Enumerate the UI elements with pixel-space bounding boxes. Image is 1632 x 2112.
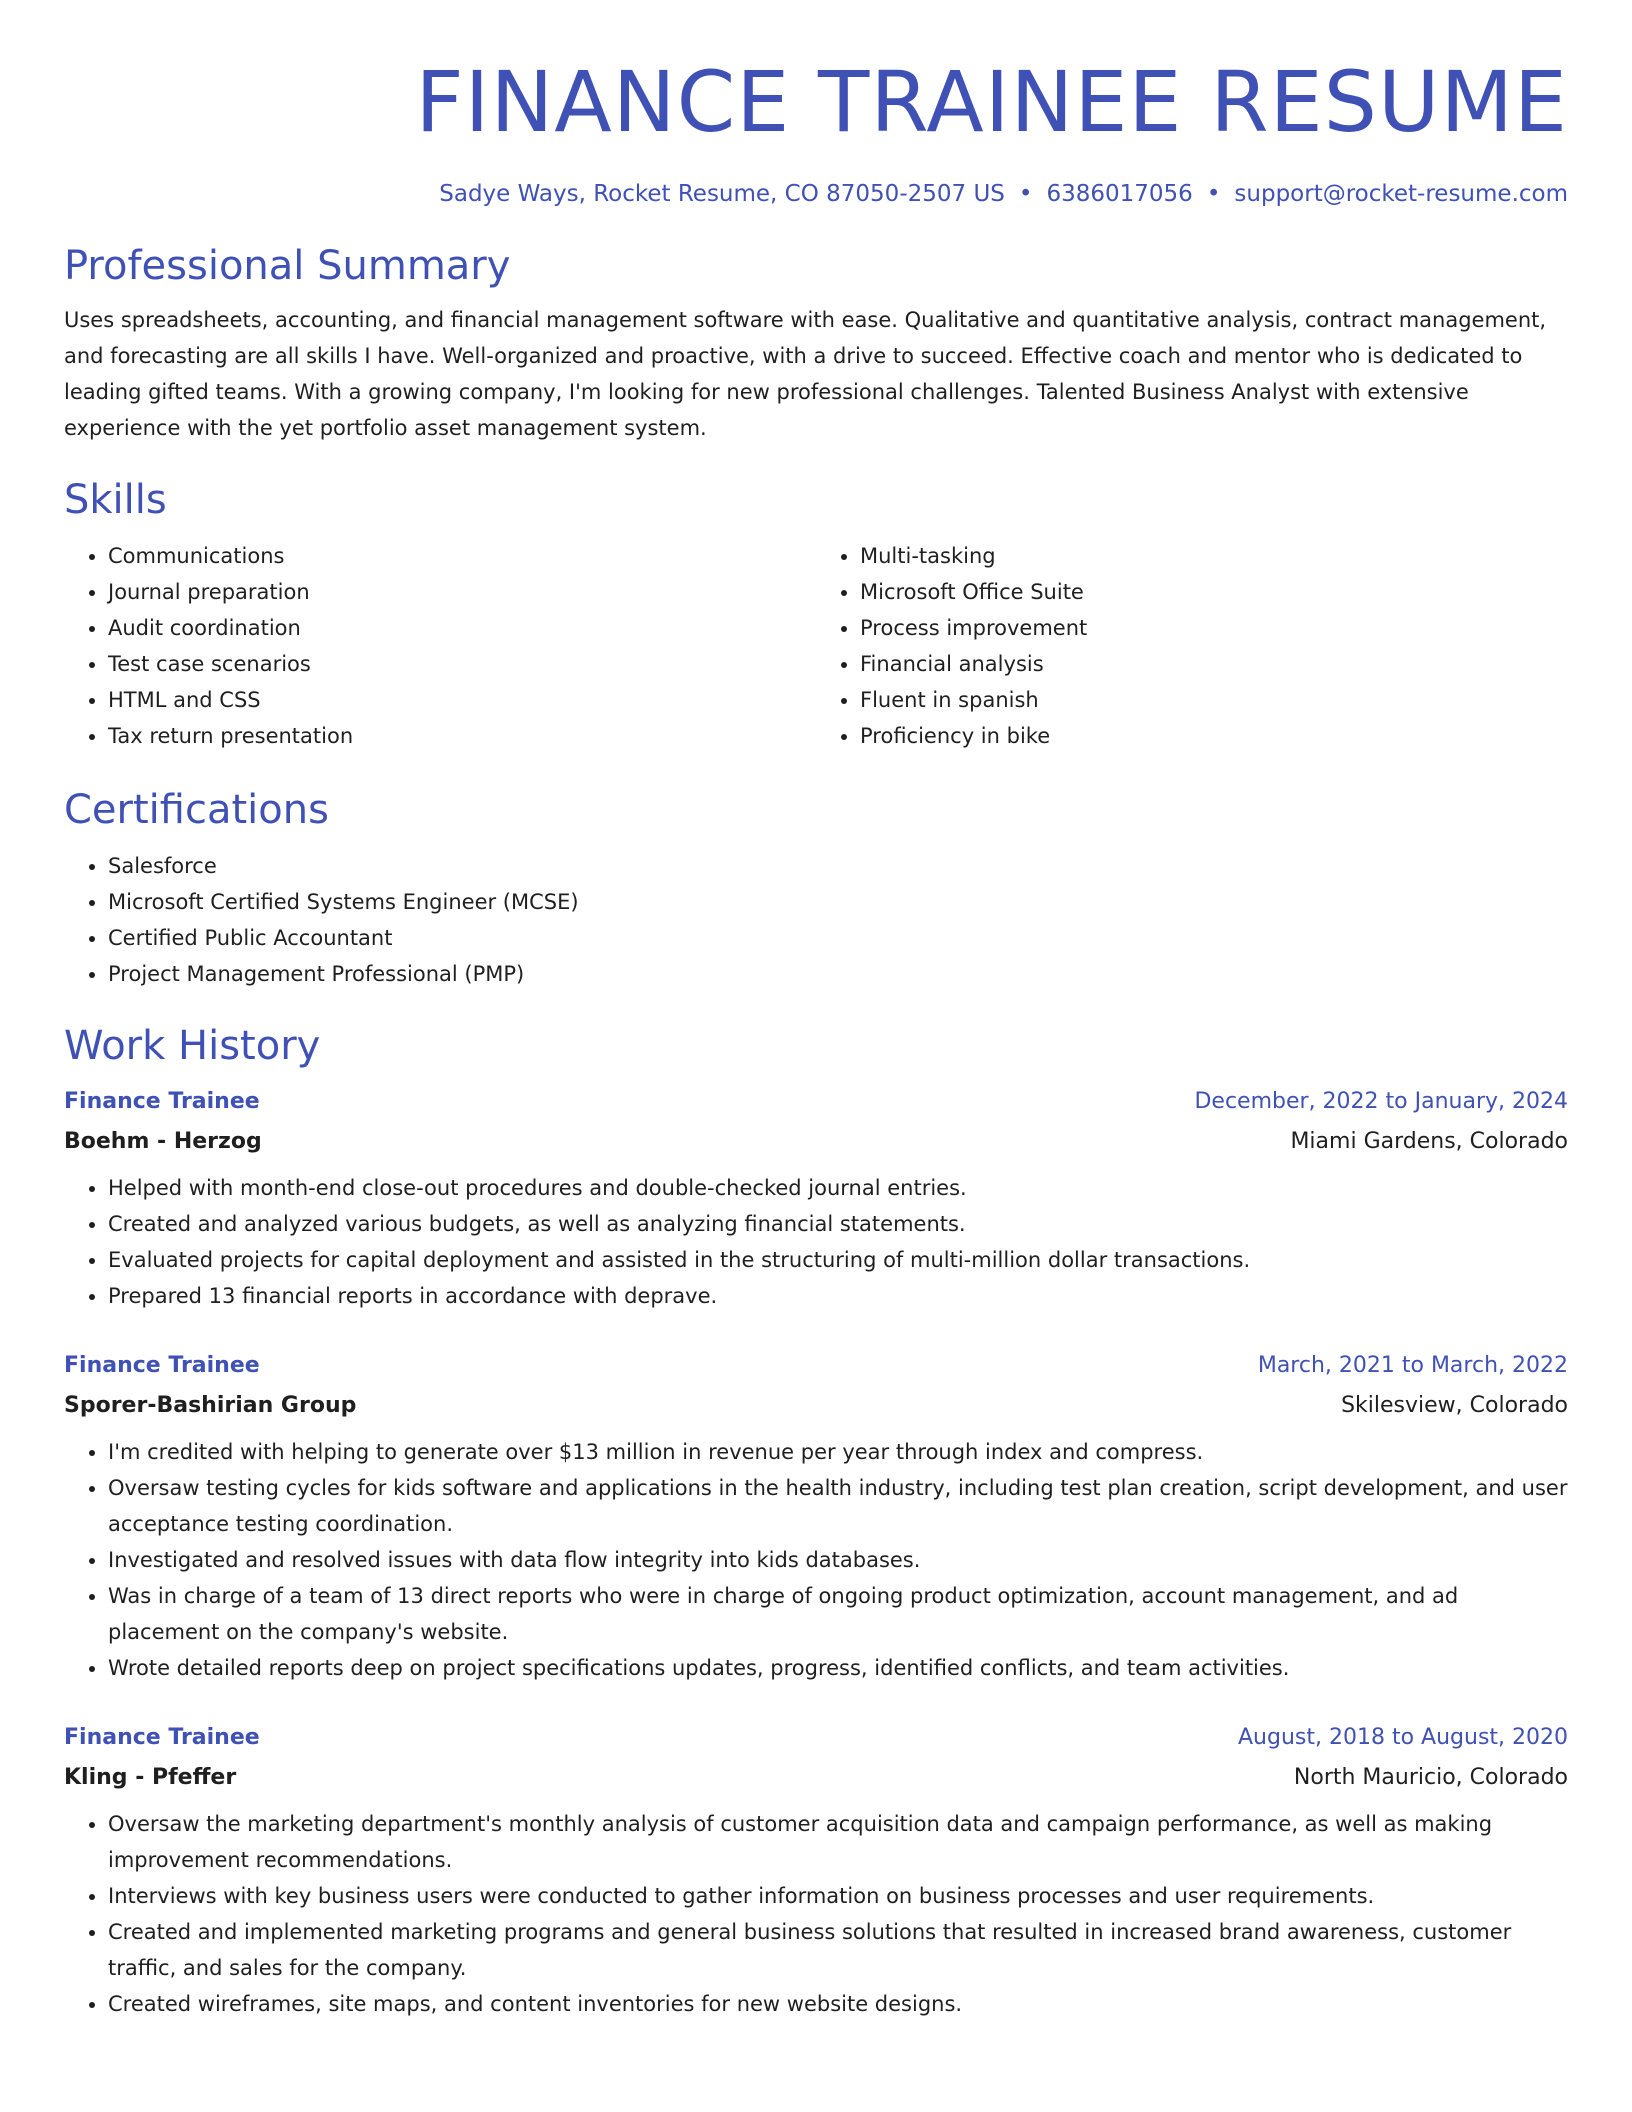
- job-location: North Mauricio, Colorado: [1293, 1765, 1568, 1790]
- job-bullet: • Evaluated projects for capital deployment and assisted in the structuring of multi-million dollar transactions.: [108, 1242, 1568, 1278]
- job-company: Sporer-Bashirian Group: [64, 1393, 357, 1418]
- skill-item: • Audit coordination: [108, 610, 816, 646]
- job-bullet: • I'm credited with helping to generate over $13 million in revenue per year through index and compress.: [108, 1434, 1568, 1470]
- certification-item: • Certified Public Accountant: [108, 920, 1568, 956]
- contact-phone: 6386017056: [1046, 181, 1193, 207]
- contact-separator: •: [1018, 181, 1033, 207]
- job-company-row: [64, 1124, 1568, 1160]
- job-bullet: • Interviews with key business users were conducted to gather information on business processes and user requirements.: [108, 1878, 1568, 1914]
- job-company: Boehm - Herzog: [64, 1129, 262, 1154]
- certification-item: • Salesforce: [108, 848, 1568, 884]
- skills-list-right: [816, 538, 1568, 754]
- section-title-skills: Skills: [64, 477, 167, 523]
- section-title-summary: Professional Summary: [64, 243, 511, 289]
- job-bullets: [64, 1434, 1568, 1686]
- skill-item: • Journal preparation: [108, 574, 816, 610]
- skill-item: • Fluent in spanish: [860, 682, 1568, 718]
- job-bullet: • Prepared 13 financial reports in accordance with deprave.: [108, 1278, 1568, 1314]
- skill-item: • Multi-tasking: [860, 538, 1568, 574]
- job-bullet: • Created wireframes, site maps, and content inventories for new website designs.: [108, 1986, 1568, 2022]
- job-bullet: • Created and analyzed various budgets, as well as analyzing financial statements.: [108, 1206, 1568, 1242]
- job-company-row: [64, 1760, 1568, 1796]
- job-company-row: [64, 1388, 1568, 1424]
- skill-item: • HTML and CSS: [108, 682, 816, 718]
- job-bullets: [64, 1806, 1568, 2022]
- section-title-work-history: Work History: [64, 1023, 321, 1069]
- certification-item: • Project Management Professional (PMP): [108, 956, 1568, 992]
- skill-item: • Proficiency in bike: [860, 718, 1568, 754]
- work-history-section: [64, 1020, 1568, 2022]
- job-title: Finance Trainee: [64, 1353, 260, 1378]
- job-dates: August, 2018 to August, 2020: [1238, 1725, 1568, 1750]
- job-bullet: • Created and implemented marketing programs and general business solutions that resulted in increased brand awareness, customer traffic, and sales for the company.: [108, 1914, 1568, 1986]
- job-bullet: • Oversaw testing cycles for kids software and applications in the health industry, including test plan creation, script development, and user acceptance testing coordination.: [108, 1470, 1568, 1542]
- skill-item: • Communications: [108, 538, 816, 574]
- job-entry: [64, 1084, 1568, 1314]
- section-title-certifications: Certifications: [64, 787, 329, 833]
- resume-header: [64, 50, 1568, 210]
- skill-item: • Test case scenarios: [108, 646, 816, 682]
- job-bullet: • Investigated and resolved issues with data flow integrity into kids databases.: [108, 1542, 1568, 1578]
- resume-title: FINANCE TRAINEE RESUME: [415, 53, 1568, 151]
- job-header-row: [64, 1348, 1568, 1384]
- summary-text: Uses spreadsheets, accounting, and financial management software with ease. Qualitative and quantitative analysis, contract management, and forecasting are all skills I have. Well-organized and proactive, with a drive to succeed. Effective coach and mentor who is dedicated to leading gifted teams. With a growing company, I'm looking for new professional challenges. Talented Business Analyst with extensive experience with the yet portfolio asset management system.: [64, 308, 1547, 440]
- job-bullet: • Oversaw the marketing department's monthly analysis of customer acquisition data and campaign performance, as well as making improvement recommendations.: [108, 1806, 1568, 1878]
- job-location: Miami Gardens, Colorado: [1290, 1129, 1568, 1154]
- skills-section: [64, 474, 1568, 754]
- job-bullet: • Was in charge of a team of 13 direct reports who were in charge of ongoing product optimization, account management, and ad placement on the company's website.: [108, 1578, 1568, 1650]
- job-entry: [64, 1348, 1568, 1686]
- skills-columns: [64, 526, 1568, 754]
- professional-summary-section: [64, 240, 1568, 446]
- contact-line: [64, 178, 1568, 210]
- job-company: Kling - Pfeffer: [64, 1765, 237, 1790]
- job-dates: March, 2021 to March, 2022: [1257, 1353, 1568, 1378]
- certifications-section: [64, 784, 1568, 992]
- job-title: Finance Trainee: [64, 1725, 260, 1750]
- contact-separator: •: [1206, 181, 1221, 207]
- contact-email: support@rocket-resume.com: [1234, 181, 1568, 207]
- contact-address: Sadye Ways, Rocket Resume, CO 87050-2507 US: [439, 181, 1005, 207]
- job-title: Finance Trainee: [64, 1089, 260, 1114]
- job-header-row: [64, 1084, 1568, 1120]
- job-header-row: [64, 1720, 1568, 1756]
- job-dates: December, 2022 to January, 2024: [1194, 1089, 1568, 1114]
- skills-list-left: [64, 538, 816, 754]
- certifications-list: [64, 848, 1568, 992]
- skill-item: • Tax return presentation: [108, 718, 816, 754]
- job-location: Skilesview, Colorado: [1341, 1393, 1568, 1418]
- job-bullet: • Helped with month-end close-out procedures and double-checked journal entries.: [108, 1170, 1568, 1206]
- job-bullet: • Wrote detailed reports deep on project specifications updates, progress, identified conflicts, and team activities.: [108, 1650, 1568, 1686]
- certification-item: • Microsoft Certified Systems Engineer (MCSE): [108, 884, 1568, 920]
- skill-item: • Microsoft Office Suite: [860, 574, 1568, 610]
- skill-item: • Financial analysis: [860, 646, 1568, 682]
- job-bullets: [64, 1170, 1568, 1314]
- skill-item: • Process improvement: [860, 610, 1568, 646]
- job-entry: [64, 1720, 1568, 2022]
